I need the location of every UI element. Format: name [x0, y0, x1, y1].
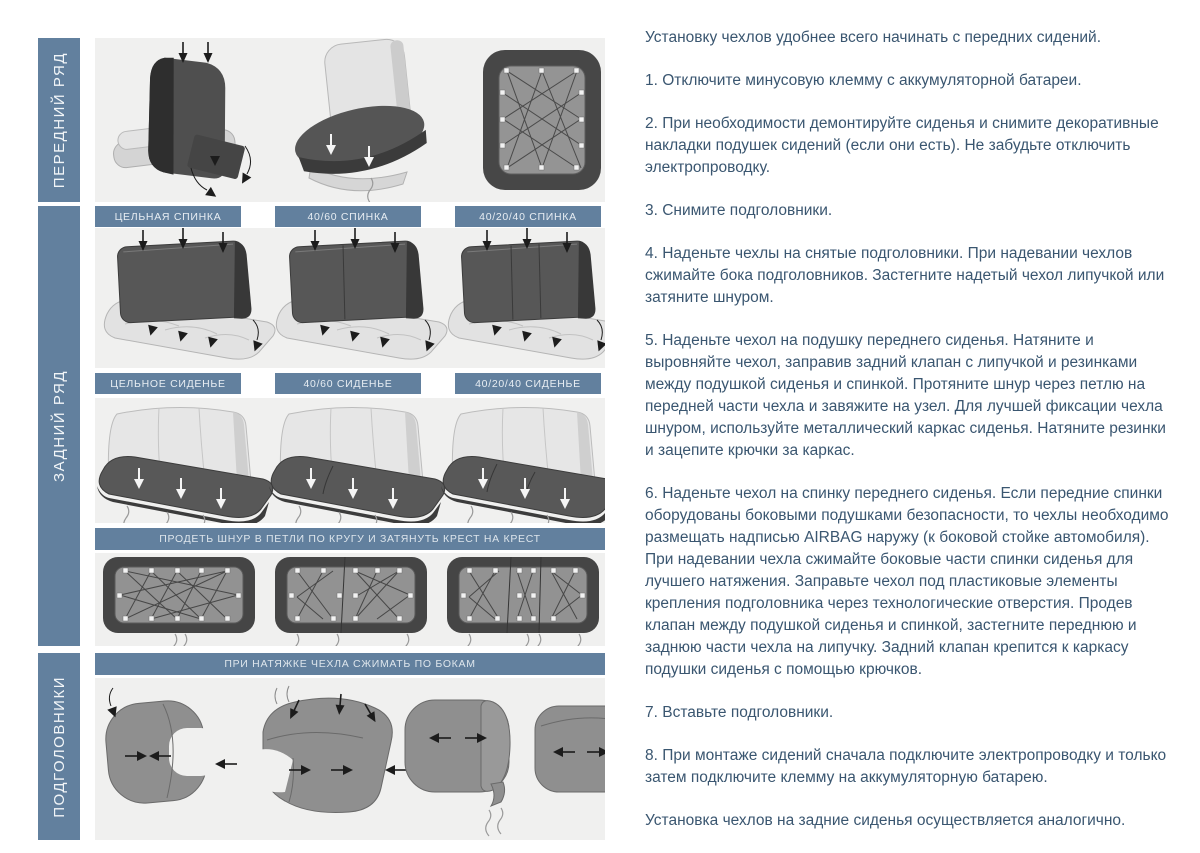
section-sidebar — [38, 38, 80, 840]
label-40-20-40-cushion: 40/20/40 СИДЕНЬЕ — [455, 373, 601, 394]
headrest-cover-4-illustration — [535, 706, 605, 820]
front-seat-cushion-cover-illustration — [289, 38, 432, 202]
step-2: 2. При необходимости демонтируйте сиденья и снимите декоративные накладки подушек сидений (если они есть). Не забудьте отключить электропроводку. — [645, 115, 1159, 176]
step-3: 3. Снимите подголовники. — [645, 202, 833, 219]
headrests-label: ПОДГОЛОВНИКИ — [50, 675, 68, 818]
sidebar-section-headrests — [38, 653, 80, 840]
rear-cushion-panel — [95, 398, 605, 523]
headrests-panel — [95, 678, 605, 840]
step-1: 1. Отключите минусовую клемму с аккумуляторной батареи. — [645, 72, 1082, 89]
rear-lacing-illustrations — [95, 553, 605, 646]
rear-backrest-variant-solid — [104, 228, 275, 359]
rear-cushion-variant-40-20-40 — [441, 407, 605, 523]
rear-lacing-variant-solid — [103, 557, 255, 646]
headrest-illustrations — [95, 678, 605, 840]
lacing-instruction-banner: ПРОДЕТЬ ШНУР В ПЕТЛИ ПО КРУГУ И ЗАТЯНУТЬ КРЕСТ НА КРЕСТ — [95, 528, 605, 550]
front-seat-back-lacing-illustration — [483, 50, 601, 190]
rear-lacing-variant-40-20-40 — [447, 557, 599, 646]
label-solid-backrest: ЦЕЛЬНАЯ СПИНКА — [95, 206, 241, 227]
step-5: 5. Наденьте чехол на подушку переднего сиденья. Натяните и выровняйте чехол, заправив задний клапан с липучкой и резинками между подушкой сиденья и спинкой. Протяните шнур через петлю на передней части чехла и завяжите на узел. Для лучшей фиксации чехла шнуром, используйте металлический каркас сиденья. Натяните резинки и зацепите крючки за каркас. — [645, 332, 1166, 459]
rear-lacing-variant-40-60 — [275, 557, 427, 646]
intro-paragraph: Установку чехлов удобнее всего начинать с передних сидений. — [645, 29, 1102, 46]
sidebar-section-rear-row — [38, 206, 80, 646]
step-4: 4. Наденьте чехлы на снятые подголовники. При надевании чехлов сжимайте бока подголовников. Застегните надетый чехол липучкой или затяните шнуром. — [645, 245, 1165, 306]
rear-backrest-panel — [95, 228, 605, 368]
label-40-60-backrest: 40/60 СПИНКА — [275, 206, 421, 227]
rear-row-label: ЗАДНИЙ РЯД — [50, 370, 68, 482]
front-seat-backrest-cover-illustration — [111, 42, 251, 201]
rear-cushion-variant-solid — [97, 407, 273, 523]
front-row-panel — [95, 38, 605, 202]
backrest-label-row — [95, 206, 605, 227]
sidebar-section-front-row — [38, 38, 80, 202]
label-40-60-cushion: 40/60 СИДЕНЬЕ — [275, 373, 421, 394]
step-8: 8. При монтаже сидений сначала подключите электропроводку и только затем подключите клемму на аккумуляторную батарею. — [645, 747, 1167, 786]
headrest-cover-2-illustration — [253, 686, 407, 813]
rear-lacing-panel — [95, 553, 605, 646]
headrest-cover-1-illustration — [103, 688, 237, 806]
label-solid-cushion: ЦЕЛЬНОЕ СИДЕНЬЕ — [95, 373, 241, 394]
rear-cushion-illustrations — [95, 398, 605, 523]
rear-cushion-variant-40-60 — [269, 407, 445, 523]
diagram-column — [95, 38, 605, 840]
label-40-20-40-backrest: 40/20/40 СПИНКА — [455, 206, 601, 227]
cushion-label-row — [95, 373, 605, 394]
step-6: 6. Наденьте чехол на спинку переднего сиденья. Если передние спинки оборудованы боковыми подушками безопасности, то чехлы необходимо размещать надписью AIRBAG наружу (к боковой стойке автомобиля). При надевании чехла сжимайте боковые части спинки сиденья для лучшего натяжения. Заправьте чехол под пластиковые элементы крепления подголовника через технологические отверстия. Продев клапан между подушкой сиденья и спинкой, застегните переднюю и заднюю части чехла на липучку. Задний клапан крепится к каркасу подушки сиденья с помощью крючков. — [645, 485, 1169, 678]
headrest-instruction-banner: ПРИ НАТЯЖКЕ ЧЕХЛА СЖИМАТЬ ПО БОКАМ — [95, 653, 605, 675]
rear-backrest-variant-40-20-40 — [448, 228, 605, 359]
outro-paragraph: Установка чехлов на задние сиденья осуществляется аналогично. — [645, 812, 1126, 829]
rear-backrest-variant-40-60 — [276, 228, 447, 359]
front-seat-illustrations — [95, 38, 605, 202]
instruction-text-column — [645, 27, 1170, 853]
rear-backrest-illustrations — [95, 228, 605, 368]
front-row-label: ПЕРЕДНИЙ РЯД — [50, 51, 68, 189]
step-7: 7. Вставьте подголовники. — [645, 704, 834, 721]
